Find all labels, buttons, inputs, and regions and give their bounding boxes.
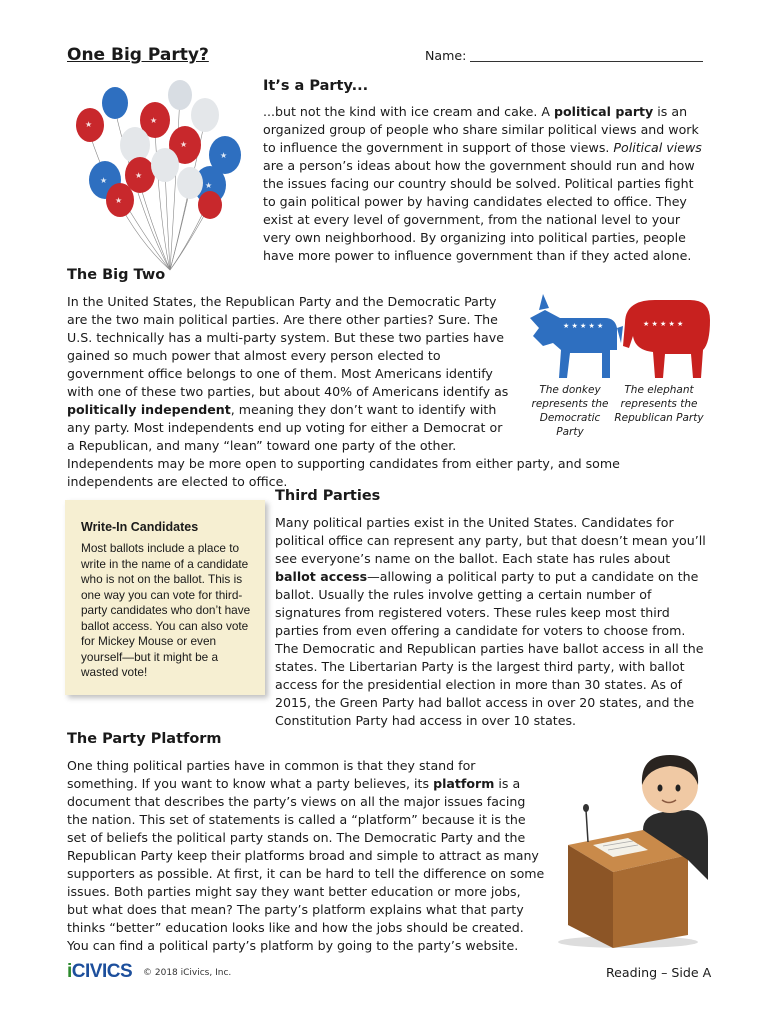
page-side-label: Reading – Side A (606, 965, 712, 980)
section-heading-big-two: The Big Two (67, 267, 166, 283)
write-in-title: Write-In Candidates (81, 520, 199, 534)
svg-text:★: ★ (205, 181, 213, 190)
section-heading-third-parties: Third Parties (275, 488, 381, 504)
svg-text:★: ★ (135, 171, 143, 180)
elephant-caption: The elephant represents the Republican Party (614, 384, 704, 424)
name-label: Name: (425, 48, 467, 63)
its-a-party-paragraph: ...but not the kind with ice cream and cake. A political party is an organized group of people who share similar political views and work to influence the government in support of those views. Political views are a person’s ideas about how the government should run and how the issues facing our country should be solved. Political parties fight to gain political power by having candidates elected to office. They exist at every level of government, from the national level to your very own neighborhood. By organizing into political parties, people have more power to influence government than if they acted alone. (263, 104, 702, 263)
svg-text:★: ★ (150, 116, 158, 125)
svg-text:★ ★ ★ ★ ★: ★ ★ ★ ★ ★ (643, 320, 684, 328)
name-input-line[interactable] (470, 61, 703, 62)
party-platform-paragraph: One thing political parties have in common is that they stand for something. If you want to know what a party believes, its platform is a document that describes the party’s views on all the major issues facing the nation. This set of statements is called a “platform” because it is the set of beliefs the political party stands on. The Democratic Party and the Republican Party keep their platforms broad and simple to attract as many supporters as possible. At first, it can be hard to tell the difference on some issues. Both parties might say they want better education or more jobs, but what does that mean? The party’s platform explains what that party thinks “better” education looks like and how the jobs should be created. You can find a political party’s platform by going to the party’s website. (67, 758, 545, 953)
speaker-at-podium-illustration (548, 750, 713, 950)
icivics-logo: iCIVICS (67, 961, 133, 982)
svg-text:★: ★ (100, 176, 108, 185)
donkey-caption: The donkey represents the Democratic Party (531, 384, 609, 438)
section-heading-its-a-party: It’s a Party... (263, 78, 369, 94)
donkey-icon (530, 294, 623, 378)
svg-text:★: ★ (115, 196, 123, 205)
svg-text:★: ★ (180, 140, 188, 149)
balloons-illustration (60, 75, 260, 275)
svg-text:★ ★ ★ ★ ★: ★ ★ ★ ★ ★ (563, 322, 604, 330)
write-in-body: Most ballots include a place to write in the name of a candidate who is not on the ballot. This is one way you can vote for third-party candidates who don’t have ballot access. You can also vote for Mickey Mouse or even yourself—but it might be a wasted vote! (81, 541, 251, 679)
svg-text:★: ★ (85, 120, 93, 129)
svg-text:★: ★ (220, 151, 228, 160)
write-in-candidates-callout (65, 500, 265, 695)
page-title: One Big Party? (67, 45, 209, 65)
elephant-icon (623, 300, 710, 378)
section-heading-party-platform: The Party Platform (67, 731, 222, 747)
third-parties-paragraph: Many political parties exist in the United States. Candidates for political office can represent any party, but that doesn’t mean you’ll see everyone’s name on the ballot. Each state has rules about ballot access—allowing a political party to put a candidate on the ballot. Usually the rules involve getting a certain number of signatures from registered voters. These rules keep most third parties from even offering a candidate for voters to choose from. The Democratic and Republican parties have ballot access in all the states. The Libertarian Party is the largest third party, with ballot access for the presidential election in more than 30 states. As of 2015, the Green Party had ballot access in over 20 states, and the Constitution Party had access in over 10 states. (275, 515, 706, 728)
big-two-paragraph: In the United States, the Republican Party and the Democratic Party are the two main political parties. Are there other parties? Sure. The U.S. technically has a multi-party system. But these two parties have gained so much power that almost every person elected to government office belongs to one of them. Most Americans identify with one of these two parties, but about 40% of Americans identify as politically independent, meaning they don’t want to identify with any party. Most independents end up voting for either a Democrat or a Republican, and many “lean” toward one party of the other. Independents may be more open to supporting candidates from either party, and some independents are elected to office. (67, 294, 620, 489)
party-mascots-illustration (525, 288, 715, 388)
copyright-notice: © 2018 iCivics, Inc. (143, 968, 232, 978)
